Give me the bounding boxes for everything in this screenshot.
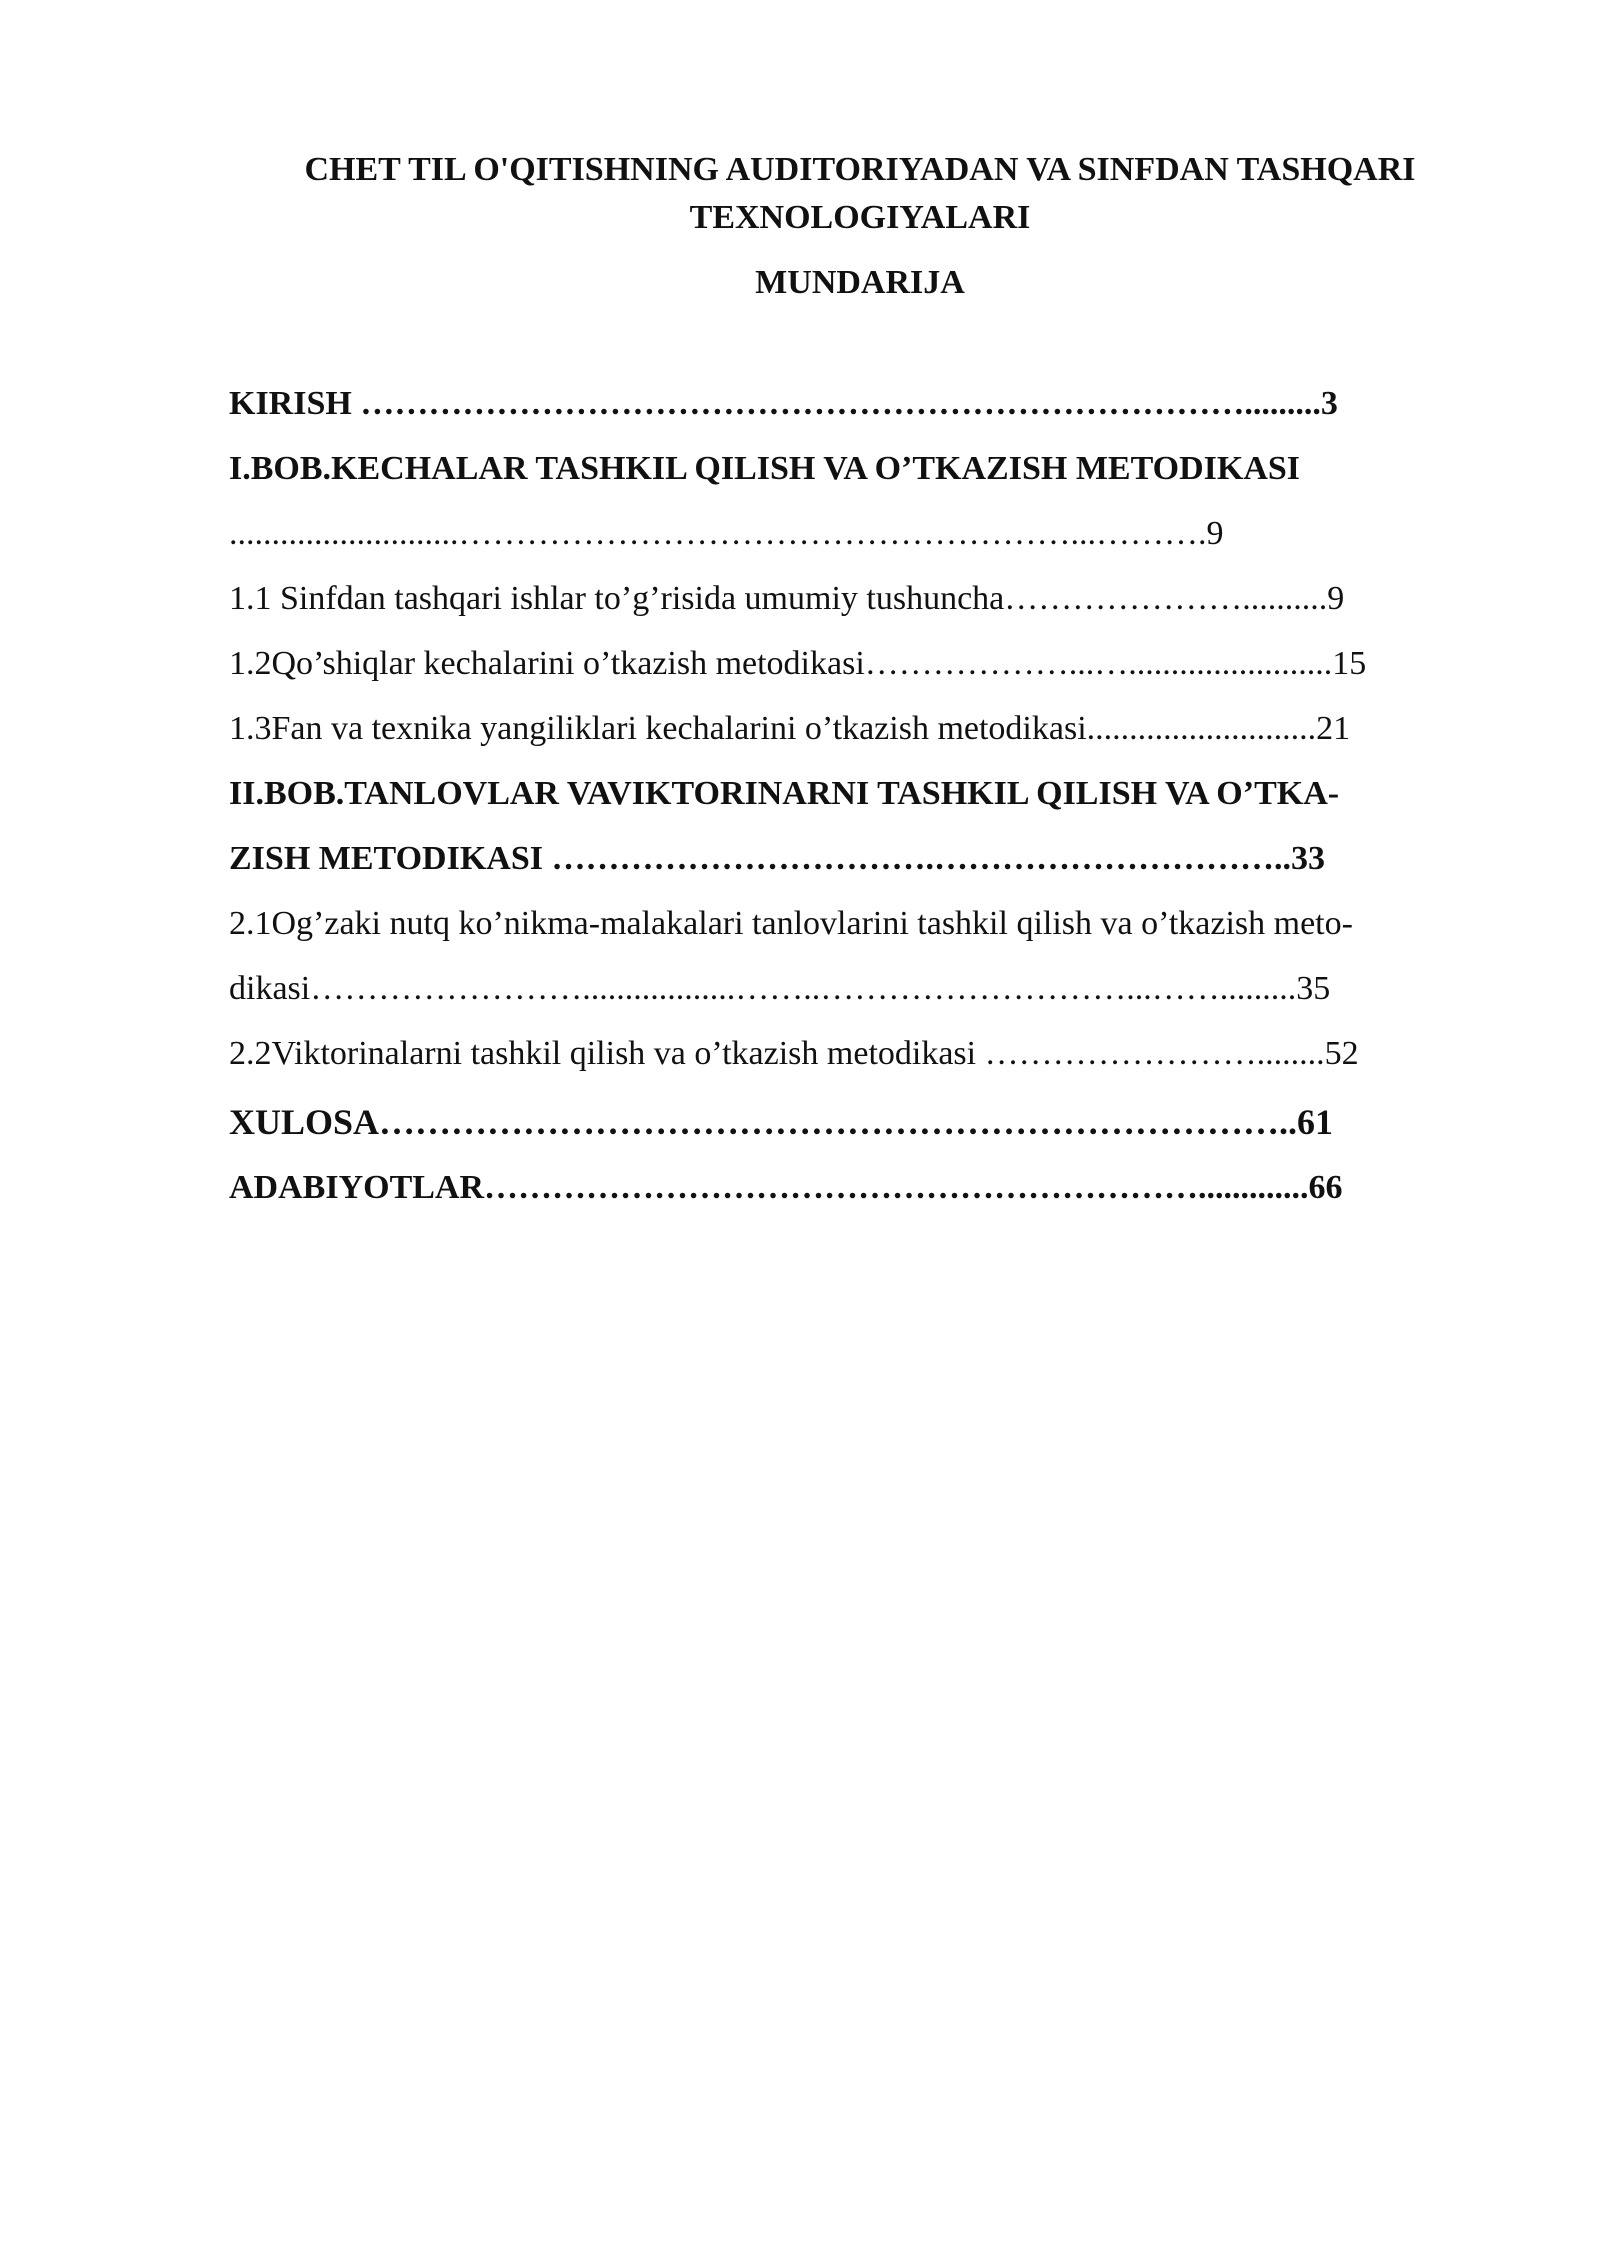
toc-entry-kirish: KIRISH …………………………………………………………………….........3 xyxy=(229,385,1338,422)
document-title-line-1: CHET TIL O'QITISHNING AUDITORIYADAN VA SINFDAN TASHQARI xyxy=(304,151,1416,188)
toc-entry-1-1: 1.1 Sinfdan tashqari ishlar to’g’risida umumiy tushuncha…………………..........9 xyxy=(229,580,1345,617)
toc-entry-chapter-2-cont: ZISH METODIKASI …………………………….…………………………..33 xyxy=(229,840,1325,877)
toc-entry-chapter-1: I.BOB.KECHALAR TASHKIL QILISH VA O’TKAZISH METODIKASI xyxy=(229,450,1301,487)
toc-entry-chapter-1-page: ...........................………………………………………………...……….9 xyxy=(229,515,1224,552)
toc-entry-chapter-2: II.BOB.TANLOVLAR VAVIKTORINARNI TASHKIL QILISH VA O’TKA- xyxy=(229,775,1340,812)
toc-entry-1-2: 1.2Qo’shiqlar kechalarini o’tkazish metodikasi………………...…........................15 xyxy=(229,645,1367,682)
document-title-line-2: TEXNOLOGIYALARI xyxy=(689,199,1031,236)
toc-entry-2-1-cont: dikasi……………………..................……..………………………...…….........35 xyxy=(229,970,1331,1007)
toc-entry-2-2: 2.2Viktorinalarni tashkil qilish va o’tkazish metodikasi ……………………........52 xyxy=(229,1035,1359,1072)
contents-heading: MUNDARIJA xyxy=(755,264,965,301)
toc-entry-2-1: 2.1Og’zaki nutq ko’nikma-malakalari tanlovlarini tashkil qilish va o’tkazish meto- xyxy=(229,905,1353,942)
toc-entry-xulosa: XULOSA…………………………………………………………………..61 xyxy=(229,1102,1334,1142)
toc-entry-1-3: 1.3Fan va texnika yangiliklari kechalarini o’tkazish metodikasi...........................21 xyxy=(229,710,1351,747)
toc-entry-adabiyotlar: ADABIYOTLAR……………………………………………………….............66 xyxy=(229,1169,1343,1206)
